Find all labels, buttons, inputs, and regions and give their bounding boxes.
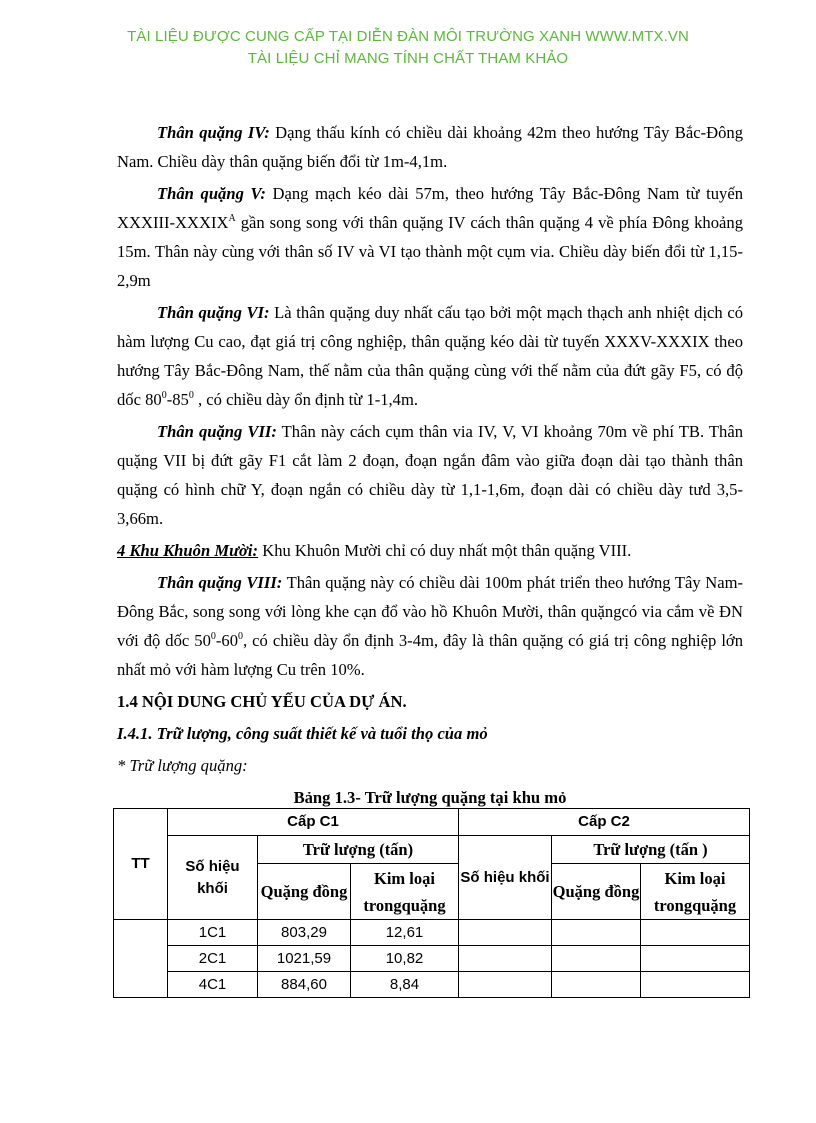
page-header	[0, 26, 816, 70]
header-tt: TT	[114, 809, 168, 920]
paragraph-ore-body-vii	[117, 417, 743, 533]
row-ore-c2	[552, 972, 641, 998]
header-c1-reserve: Trữ lượng (tấn)	[258, 836, 459, 864]
ore-body-viii-text-a: Thân quặng này có chiều dài 100m phát triển theo hướng Tây Nam-Đông Bắc, song song với lòng khe cạn đổ vào hồ Khuôn Mười, thân quặngcó via cắm về ĐN với độ dốc 50	[117, 573, 743, 650]
ore-body-vii-label: Thân quặng VII:	[157, 422, 277, 441]
subsection-heading: I.4.1. Trữ lượng, công suất thiết kế và tuổi thọ của mỏ	[117, 724, 488, 743]
row-block-c2	[459, 946, 552, 972]
row-metal: 8,84	[351, 972, 459, 998]
header-grade-c1: Cấp C1	[168, 809, 459, 836]
row-block-c2	[459, 972, 552, 998]
header-c1-block: Số hiệu khối	[168, 836, 258, 920]
row-ore-c2	[552, 946, 641, 972]
ore-body-viii-sup-1: 0	[210, 631, 216, 642]
header-c1-ore: Quặng đồng	[258, 864, 351, 920]
paragraph-ore-body-viii	[117, 568, 743, 684]
header-c2-reserve: Trữ lượng (tấn )	[552, 836, 750, 864]
reserve-table	[113, 808, 750, 998]
header-c1-metal: Kim loại trongquặng	[351, 864, 459, 920]
khuon-muoi-text: Khu Khuôn Mười chỉ có duy nhất một thân quặng VIII.	[258, 541, 632, 560]
header-c2-block: Số hiệu khối	[459, 836, 552, 920]
header-c2-ore: Quặng đồng	[552, 864, 641, 920]
table-row	[114, 946, 750, 972]
ore-body-vi-text-a: Là thân quặng duy nhất cấu tạo bởi một mạch thạch anh nhiệt dịch có hàm lượng Cu cao, đạt giá trị công nghiệp, thân quặng kéo dài từ tuyến XXXV-XXXIX theo hướng Tây Bắc-Đông Nam, thế nằm của thân quặng cùng với thế nằm của đứt gãy F5, có độ dốc 80	[117, 303, 744, 409]
row-block-c2	[459, 920, 552, 946]
row-ore: 803,29	[258, 920, 351, 946]
row-block: 2C1	[168, 946, 258, 972]
ore-body-iv-label: Thân quặng IV:	[157, 123, 270, 142]
paragraph-ore-body-iv	[117, 118, 743, 176]
ore-body-vi-sup-2: 0	[188, 390, 194, 401]
ore-body-viii-label: Thân quặng VIII:	[157, 573, 283, 592]
khuon-muoi-label: 4 Khu Khuôn Mười:	[117, 541, 259, 560]
row-tt	[114, 920, 168, 998]
row-metal-c2	[641, 972, 750, 998]
row-ore: 884,60	[258, 972, 351, 998]
row-ore-c2	[552, 920, 641, 946]
ore-body-viii-text-b: -60	[215, 631, 238, 650]
header-c2-metal: Kim loại trongquặng	[641, 864, 750, 920]
ore-body-vi-text-c: , có chiều dày ổn định từ 1-1,4m.	[193, 390, 419, 409]
row-block: 1C1	[168, 920, 258, 946]
row-metal: 12,61	[351, 920, 459, 946]
ore-body-vii-text: Thân này cách cụm thân via IV, V, VI khoảng 70m về phí TB. Thân quặng VII bị đứt gãy F1 cắt làm 2 đoạn, đoạn ngắn đâm vào giữa đoạn dài tạo thành thân quặng có hình chữ Y, đoạn ngắn có chiều dày từ 1,1-1,6m, đoạn dài có chiều dày tưd 3,5-3,66m.	[117, 422, 743, 528]
row-metal-c2	[641, 920, 750, 946]
paragraph-khuon-muoi	[117, 536, 743, 565]
ore-body-v-sup: A	[228, 213, 236, 224]
paragraph-ore-body-vi	[117, 298, 743, 414]
header-grade-c2: Cấp C2	[459, 809, 750, 836]
row-metal: 10,82	[351, 946, 459, 972]
table-row	[114, 920, 750, 946]
table-caption: Bảng 1.3- Trữ lượng quặng tại khu mỏ	[293, 788, 567, 807]
section-heading: 1.4 NỘI DUNG CHỦ YẾU CỦA DỰ ÁN.	[117, 692, 407, 711]
ore-body-v-text-b: gần song song với thân quặng IV cách thân quặng 4 về phía Đông khoảng 15m. Thân này cùng với thân số IV và VI tạo thành một cụm via. Chiều dày biến đổi từ 1,15-2,9m	[117, 213, 743, 290]
ore-body-viii-sup-2: 0	[238, 631, 243, 642]
header-line-2: TÀI LIỆU CHỈ MANG TÍNH CHẤT THAM KHẢO	[247, 50, 569, 67]
paragraph-ore-body-v	[117, 179, 743, 295]
header-line-1: TÀI LIỆU ĐƯỢC CUNG CẤP TẠI DIỄN ĐÀN MÔI TRƯỜNG XANH WWW.MTX.VN	[127, 28, 689, 45]
ore-body-v-text-a: Dạng mạch kéo dài 57m, theo hướng Tây Bắc-Đông Nam từ tuyến XXXIII-XXXIX	[117, 184, 743, 232]
table-row	[114, 972, 750, 998]
row-ore: 1021,59	[258, 946, 351, 972]
ore-body-v-label: Thân quặng V:	[157, 184, 266, 203]
ore-body-vi-sup-1: 0	[161, 390, 167, 401]
ore-body-iv-text: Dạng thấu kính có chiều dài khoảng 42m theo hướng Tây Bắc-Đông Nam. Chiều dày thân quặng biến đổi từ 1m-4,1m.	[117, 123, 744, 171]
ore-body-vi-label: Thân quặng VI:	[157, 303, 270, 322]
row-block: 4C1	[168, 972, 258, 998]
row-metal-c2	[641, 946, 750, 972]
ore-body-vi-text-b: -85	[166, 390, 189, 409]
document-body	[117, 118, 743, 815]
reserve-note: * Trữ lượng quặng:	[117, 756, 248, 775]
ore-body-viii-text-c: , có chiều dày ổn định 3-4m, đây là thân quặng có giá trị công nghiệp lớn nhất mỏ với hàm lượng Cu trên 10%.	[117, 631, 744, 679]
